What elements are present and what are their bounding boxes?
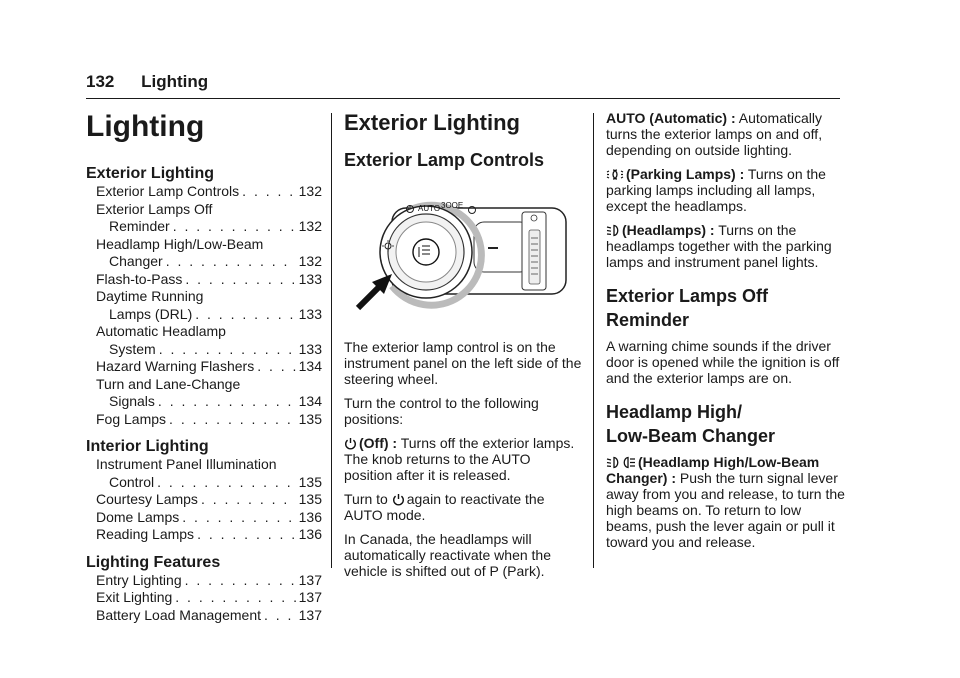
toc-entry-title: Instrument Panel Illumination <box>96 456 277 472</box>
toc-entry[interactable] <box>86 526 322 544</box>
beam-label: (Headlamp High/Low-Beam Changer) : <box>606 454 820 486</box>
headlamps-label: (Headlamps) : <box>622 222 715 238</box>
toc-entry-page: 132 <box>298 218 322 234</box>
chapter-toc <box>86 110 322 624</box>
toc-section-heading: Lighting Features <box>86 553 221 571</box>
section-heading: Exterior Lighting <box>344 110 520 135</box>
chapter-title: Lighting <box>86 110 205 143</box>
toc-entry-page: 135 <box>298 410 322 427</box>
toc-entry-title: Signals <box>109 393 155 409</box>
beam-heading-line-1: Headlamp High/ <box>606 402 743 422</box>
toc-dot-leader <box>185 271 295 289</box>
off-description: Turns off the exterior lamps. The knob returns to the AUTO position after it is released. <box>344 435 575 484</box>
reminder-heading <box>606 284 846 332</box>
toc-dot-leader <box>201 491 296 509</box>
toc-entry-title: Control <box>109 473 155 490</box>
reminder-heading-line-2: Reminder <box>606 310 690 330</box>
turn-prefix: Turn to <box>344 491 392 508</box>
parking-label: (Parking Lamps) : <box>626 166 745 182</box>
toc-entry-title: Dome Lamps <box>96 508 180 525</box>
toc-entry-page: 133 <box>298 340 322 357</box>
toc-entry-page: 134 <box>298 358 322 374</box>
auto-description: Automatically turns the exterior lamps on and off, depending on outside lighting. <box>606 110 823 158</box>
toc-entry[interactable] <box>86 183 322 201</box>
toc-dot-leader <box>257 358 295 376</box>
toc-entry[interactable] <box>86 491 322 509</box>
toc-dot-leader <box>197 526 296 544</box>
toc-entry-page: 132 <box>298 183 322 199</box>
toc-dot-leader <box>158 393 296 411</box>
toc-section-heading: Interior Lighting <box>86 438 209 455</box>
column-divider <box>331 113 332 568</box>
toc-dot-leader <box>185 572 296 590</box>
toc-entry-page: 136 <box>298 526 322 542</box>
page-header <box>86 72 208 92</box>
paragraph-location: The exterior lamp control is on the instrument panel on the left side of the steering wheel. <box>344 339 582 388</box>
toc-entry-page: 137 <box>298 571 322 588</box>
toc-dot-leader <box>175 589 295 607</box>
paragraph-auto <box>606 110 846 158</box>
low-beam-icon <box>606 456 620 469</box>
toc-entry[interactable] <box>86 323 322 358</box>
toc-dot-leader <box>264 607 296 625</box>
toc-entry-page: 132 <box>298 253 322 269</box>
headlamps-description: Turns on the headlamps together with the parking lamps and instrument panel lights. <box>606 222 832 270</box>
toc-entry-title: Automatic Headlamp <box>96 323 226 339</box>
toc-entry-title: Reading Lamps <box>96 526 195 542</box>
off-power-icon <box>344 437 357 450</box>
column-lamp-positions <box>606 110 846 558</box>
toc-entry-page: 133 <box>298 270 322 287</box>
toc-entry-title: Exterior Lamps Off <box>96 200 213 217</box>
toc-dot-leader <box>169 411 296 429</box>
toc-dot-leader <box>242 183 295 201</box>
toc-entry-title: System <box>109 340 156 357</box>
toc-entry[interactable] <box>86 456 322 491</box>
toc-entry-page: 135 <box>298 491 322 507</box>
auto-label: AUTO (Automatic) : <box>606 110 736 126</box>
beam-description: Push the turn signal lever away from you and release, to turn the high beams on. To return to low beams, push the lever again or pull it toward you and release. <box>606 470 845 550</box>
toc-entry-title: Exterior Lamp Controls <box>96 183 240 199</box>
turn-suffix: again to reactivate the AUTO mode. <box>344 491 545 524</box>
column-divider <box>593 113 594 568</box>
toc-entry[interactable] <box>86 509 322 527</box>
toc-entry-title: Hazard Warning Flashers <box>96 358 255 374</box>
parking-description: Turns on the parking lamps including all lamps, except the headlamps. <box>606 166 826 214</box>
toc-entry-title: Reminder <box>109 218 170 234</box>
toc-entry-page: 137 <box>298 606 322 623</box>
header-rule <box>86 98 840 99</box>
high-beam-icon <box>622 456 636 469</box>
toc-dot-leader <box>166 253 296 271</box>
toc-entry[interactable] <box>86 572 322 590</box>
toc-section-heading: Exterior Lighting <box>86 165 214 182</box>
toc-entry-title: Flash-to-Pass <box>96 270 183 287</box>
toc-entry[interactable] <box>86 411 322 429</box>
paragraph-canada: In Canada, the headlamps will automatically reactivate when the vehicle is shifted out of P (Park). <box>344 531 551 580</box>
toc-entry-page: 136 <box>298 508 322 525</box>
toc-entry[interactable] <box>86 236 322 271</box>
paragraph-turn-again <box>344 491 582 523</box>
toc-dot-leader <box>173 218 296 236</box>
toc-entry[interactable] <box>86 589 322 607</box>
toc-entry[interactable] <box>86 288 322 323</box>
figure-label-parking: 3OOE <box>441 201 464 211</box>
off-label: (Off) : <box>359 435 398 452</box>
toc-entry-title: Daytime Running <box>96 288 204 304</box>
off-power-icon <box>392 493 405 506</box>
toc-entry[interactable] <box>86 201 322 236</box>
toc-entry-page: 135 <box>298 473 322 490</box>
paragraph-off <box>344 435 582 483</box>
paragraph-parking <box>606 166 846 214</box>
toc-dot-leader <box>157 474 296 492</box>
toc-entry-title: Courtesy Lamps <box>96 491 198 507</box>
toc-entry[interactable] <box>86 376 322 411</box>
paragraph-reminder: A warning chime sounds if the driver door is opened while the ignition is off and the exterior lamps are on. <box>606 338 840 386</box>
toc-dot-leader <box>159 341 296 359</box>
subsection-heading: Exterior Lamp Controls <box>344 150 545 171</box>
column-exterior-lighting <box>344 110 582 587</box>
beam-heading-line-2: Low-Beam Changer <box>606 426 776 446</box>
toc-entry-title: Lamps (DRL) <box>109 305 193 322</box>
toc-dot-leader <box>182 509 295 527</box>
page-section-title: Lighting <box>141 72 209 91</box>
toc-entry-title: Turn and Lane-Change <box>96 375 241 392</box>
toc-entry-page: 133 <box>298 305 322 322</box>
toc-entry[interactable] <box>86 358 322 376</box>
toc-entry-title: Changer <box>109 253 163 269</box>
toc-entry-title: Exit Lighting <box>96 589 173 605</box>
toc-entry[interactable] <box>86 271 322 289</box>
headlamps-icon <box>606 224 620 237</box>
toc-entry-page: 137 <box>298 589 322 605</box>
toc-entry-title: Fog Lamps <box>96 410 167 427</box>
beam-changer-heading <box>606 400 846 448</box>
toc-sections <box>86 165 322 624</box>
toc-entry-page: 134 <box>298 393 322 409</box>
toc-entry-title: Battery Load Management <box>96 606 261 623</box>
exterior-lamp-control-illustration <box>346 196 568 314</box>
paragraph-positions: Turn the control to the following positions: <box>344 395 539 428</box>
toc-entry[interactable] <box>86 607 322 625</box>
toc-entry-title: Entry Lighting <box>96 571 182 588</box>
page-number: 132 <box>86 72 115 91</box>
figure-label-auto: AUTO <box>418 204 441 214</box>
toc-entry-title: Headlamp High/Low-Beam <box>96 235 264 252</box>
reminder-heading-line-1: Exterior Lamps Off <box>606 286 769 306</box>
parking-lamps-icon <box>606 168 624 181</box>
toc-dot-leader <box>195 306 295 324</box>
paragraph-beam-changer <box>606 454 846 550</box>
paragraph-headlamps <box>606 222 846 270</box>
